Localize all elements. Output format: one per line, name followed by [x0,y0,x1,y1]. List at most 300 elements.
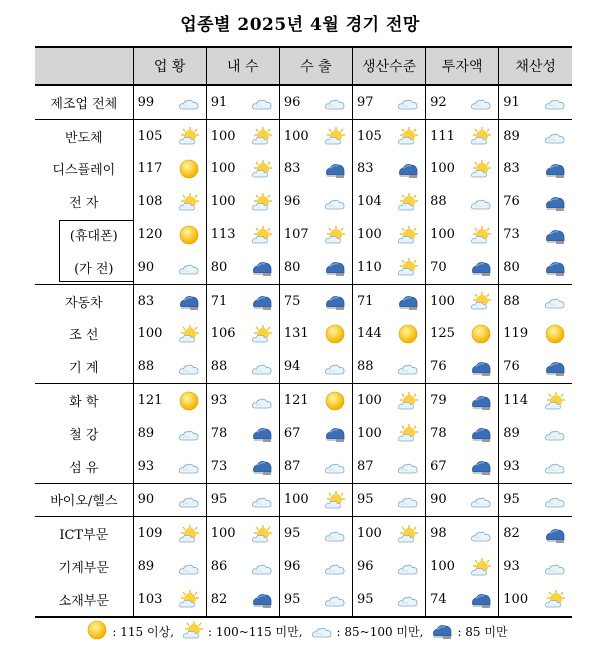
row-label-text: 조 선 [69,328,99,344]
index-value: 97 [357,94,374,110]
row-label-text: 기계부문 [58,561,109,577]
row-label [35,350,133,383]
value-cell [133,251,206,284]
partly-cloudy-icon [470,126,492,146]
legend-label: : 85~100 미만, [336,625,424,639]
table-row [35,284,572,317]
row-label-text: (휴대폰) [69,229,118,245]
index-value: 110 [357,259,382,275]
rain-cloud-icon [397,291,419,311]
cloudy-icon [251,357,273,377]
index-value: 91 [210,94,228,110]
partly-cloudy-icon [182,620,204,643]
index-value: 108 [137,194,163,210]
value-cell [426,153,499,186]
index-value: 74 [430,591,447,607]
index-value: 90 [430,492,447,508]
rain-cloud-icon [251,291,273,311]
index-value: 100 [357,526,382,542]
partly-cloudy-icon [397,524,419,544]
partly-cloudy-icon [470,557,492,577]
cloudy-icon [178,92,200,112]
index-value: 106 [210,326,236,342]
cloudy-icon [397,589,419,609]
index-value: 80 [210,259,228,275]
row-label [35,583,133,617]
index-value: 119 [503,326,529,342]
row-label [35,517,133,550]
cloudy-icon [397,92,419,112]
cloudy-icon [178,357,200,377]
value-cell [206,153,279,186]
value-cell [499,350,572,383]
rain-cloud-icon [544,159,566,179]
rain-cloud-icon [544,357,566,377]
value-cell [353,450,426,483]
row-label-text: 화 학 [69,395,99,411]
index-value: 104 [357,194,382,210]
partly-cloudy-icon [178,324,200,344]
index-value: 75 [283,293,301,309]
table-row [35,218,572,251]
value-cell [133,583,206,617]
value-cell [499,85,572,119]
table-row [35,450,572,483]
cloudy-icon [544,92,566,112]
sunny-icon [470,324,492,344]
rain-cloud-icon [544,225,566,245]
value-cell [279,284,352,317]
row-label-text: 바이오/헬스 [50,494,118,510]
index-value: 113 [210,227,236,243]
value-cell [133,119,206,152]
row-label-text: 기 계 [69,361,99,377]
value-cell [279,218,352,251]
header-cell: 생산수준 [353,47,426,85]
value-cell [206,483,279,517]
sunny-icon [178,225,200,245]
index-value: 67 [283,425,301,441]
index-value: 100 [430,161,455,177]
value-cell [353,318,426,351]
partly-cloudy-icon [470,159,492,179]
table-row [35,153,572,186]
value-cell [499,517,572,550]
row-label [35,284,133,317]
value-cell [279,417,352,450]
value-cell [426,417,499,450]
index-value: 100 [357,227,382,243]
cloudy-icon [311,620,333,643]
value-cell [426,450,499,483]
index-value: 90 [137,259,155,275]
index-value: 125 [430,326,455,342]
partly-cloudy-icon [397,192,419,212]
rain-cloud-icon [251,423,273,443]
index-value: 93 [503,458,520,474]
index-value: 100 [357,393,382,409]
value-cell [499,450,572,483]
rain-cloud-icon [251,456,273,476]
value-cell [426,251,499,284]
row-label [35,85,133,119]
value-cell [133,85,206,119]
rain-cloud-icon [470,357,492,377]
index-value: 76 [430,359,447,375]
sunny-icon [178,159,200,179]
partly-cloudy-icon [397,126,419,146]
value-cell [206,251,279,284]
index-value: 100 [283,128,309,144]
value-cell [426,384,499,417]
value-cell [353,384,426,417]
value-cell [133,153,206,186]
partly-cloudy-icon [251,126,273,146]
sunny-icon [397,324,419,344]
rain-cloud-icon [470,456,492,476]
sunny-icon [178,391,200,411]
row-label-text: 제조업 전체 [50,96,118,112]
rain-cloud-icon [251,257,273,277]
rain-cloud-icon [324,159,346,179]
partly-cloudy-icon [324,126,346,146]
value-cell [353,153,426,186]
value-cell [133,517,206,550]
value-cell [499,583,572,617]
index-value: 88 [357,359,374,375]
cloudy-icon [544,490,566,510]
index-value: 144 [357,326,382,342]
row-label [35,450,133,483]
row-label [35,218,133,251]
index-value: 79 [430,393,447,409]
value-cell [206,350,279,383]
value-cell [279,450,352,483]
row-label [35,153,133,186]
value-cell [426,185,499,218]
rain-cloud-icon [470,589,492,609]
partly-cloudy-icon [397,391,419,411]
table-row [35,417,572,450]
row-label-text: 디스플레이 [52,163,116,179]
table-row [35,384,572,417]
value-cell [133,384,206,417]
value-cell [133,350,206,383]
value-cell [133,284,206,317]
table-row [35,550,572,583]
cloudy-icon [544,456,566,476]
rain-cloud-icon [544,257,566,277]
page-title: 업종별 2025년 4월 경기 전망 [180,15,420,35]
index-value: 73 [503,227,520,243]
index-value: 117 [137,161,163,177]
rain-cloud-icon [544,192,566,212]
index-value: 78 [210,425,228,441]
value-cell [279,185,352,218]
table-row [35,119,572,152]
index-value: 100 [430,293,455,309]
cloudy-icon [178,557,200,577]
rain-cloud-icon [178,291,200,311]
index-value: 92 [430,94,447,110]
value-cell [499,185,572,218]
index-value: 103 [137,591,163,607]
value-cell [133,417,206,450]
partly-cloudy-icon [324,490,346,510]
value-cell [279,517,352,550]
value-cell [206,417,279,450]
value-cell [499,483,572,517]
cloudy-icon [544,557,566,577]
partly-cloudy-icon [397,225,419,245]
index-value: 88 [210,359,228,375]
value-cell [206,119,279,152]
index-value: 100 [357,425,382,441]
row-label-text: 전 자 [69,196,99,212]
index-value: 93 [137,458,155,474]
row-label-text: 자동차 [64,295,103,311]
index-value: 100 [210,128,236,144]
cloudy-icon [324,357,346,377]
value-cell [133,483,206,517]
cloudy-icon [324,589,346,609]
row-label [35,251,133,284]
index-value: 71 [357,293,374,309]
cloudy-icon [470,524,492,544]
index-value: 120 [137,227,163,243]
row-label [35,384,133,417]
legend-label: : 100~115 미만, [207,625,303,639]
value-cell [133,318,206,351]
index-value: 86 [210,559,228,575]
cloudy-icon [470,92,492,112]
index-value: 100 [137,326,163,342]
table-row [35,251,572,284]
cloudy-icon [397,357,419,377]
cloudy-icon [324,192,346,212]
rain-cloud-icon [324,291,346,311]
cloudy-icon [324,456,346,476]
table-row [35,483,572,517]
index-value: 95 [283,591,301,607]
rain-cloud-icon [324,423,346,443]
row-label [35,550,133,583]
value-cell [133,550,206,583]
index-value: 100 [430,559,455,575]
header-cell: 내 수 [206,47,279,85]
value-cell [426,284,499,317]
index-value: 100 [430,227,455,243]
table-row [35,318,572,351]
table-row [35,185,572,218]
index-value: 121 [283,393,309,409]
index-value: 89 [137,425,155,441]
index-value: 121 [137,393,163,409]
cloudy-icon [251,557,273,577]
value-cell [353,350,426,383]
index-value: 105 [357,128,382,144]
value-cell [426,119,499,152]
index-value: 93 [503,559,520,575]
index-value: 95 [503,492,520,508]
value-cell [353,85,426,119]
value-cell [353,417,426,450]
cloudy-icon [397,456,419,476]
index-value: 70 [430,259,447,275]
table-header-row [35,47,572,85]
value-cell [206,318,279,351]
index-value: 87 [283,458,301,474]
value-cell [499,384,572,417]
index-value: 76 [503,194,520,210]
index-value: 67 [430,458,447,474]
cloudy-icon [324,92,346,112]
cloudy-icon [251,490,273,510]
rain-cloud-icon [324,257,346,277]
row-label-text: 소재부문 [58,593,109,609]
value-cell [206,284,279,317]
value-cell [499,218,572,251]
value-cell [353,583,426,617]
header-cell: 수 출 [279,47,352,85]
index-value: 88 [430,194,447,210]
index-value: 83 [283,161,301,177]
value-cell [353,218,426,251]
header-cell: 채산성 [499,47,572,85]
value-cell [279,85,352,119]
header-cell: 업 황 [133,47,206,85]
index-value: 88 [503,293,520,309]
header-cell: 투자액 [426,47,499,85]
cloudy-icon [470,490,492,510]
cloudy-icon [470,192,492,212]
index-value: 98 [430,526,447,542]
cloudy-icon [178,257,200,277]
value-cell [426,350,499,383]
value-cell [353,185,426,218]
partly-cloudy-icon [251,324,273,344]
cloudy-icon [324,557,346,577]
value-cell [279,119,352,152]
partly-cloudy-icon [251,192,273,212]
value-cell [426,483,499,517]
index-value: 83 [137,293,155,309]
rain-cloud-icon [397,159,419,179]
table-row [35,517,572,550]
partly-cloudy-icon [397,423,419,443]
index-value: 89 [137,559,155,575]
index-value: 96 [283,559,301,575]
value-cell [499,550,572,583]
cloudy-icon [251,92,273,112]
partly-cloudy-icon [470,291,492,311]
value-cell [279,583,352,617]
partly-cloudy-icon [178,126,200,146]
index-value: 93 [210,393,228,409]
value-cell [279,318,352,351]
row-label-text: 철 강 [69,427,99,443]
value-cell [426,550,499,583]
value-cell [206,218,279,251]
index-value: 131 [283,326,309,342]
index-value: 80 [503,259,520,275]
cloudy-icon [324,524,346,544]
value-cell [499,318,572,351]
index-value: 87 [357,458,374,474]
cloudy-icon [544,423,566,443]
cloudy-icon [397,557,419,577]
index-value: 83 [357,161,374,177]
value-cell [353,119,426,152]
index-value: 82 [210,591,228,607]
index-value: 99 [137,94,155,110]
value-cell [499,417,572,450]
partly-cloudy-icon [251,524,273,544]
partly-cloudy-icon [470,225,492,245]
value-cell [133,450,206,483]
value-cell [353,483,426,517]
value-cell [133,218,206,251]
value-cell [133,185,206,218]
index-value: 73 [210,458,228,474]
index-value: 100 [210,194,236,210]
value-cell [426,517,499,550]
sunny-icon [324,324,346,344]
index-value: 88 [137,359,155,375]
value-cell [426,85,499,119]
index-value: 83 [503,161,520,177]
legend-label: : 85 미만 [457,625,508,639]
index-value: 89 [503,128,520,144]
cloudy-icon [544,126,566,146]
index-value: 90 [137,492,155,508]
header-corner [35,47,133,85]
index-value: 71 [210,293,228,309]
index-value: 95 [210,492,228,508]
index-value: 95 [357,591,374,607]
partly-cloudy-icon [251,225,273,245]
forecast-table [35,46,572,618]
partly-cloudy-icon [178,192,200,212]
value-cell [499,153,572,186]
value-cell [206,583,279,617]
index-value: 96 [283,194,301,210]
partly-cloudy-icon [178,524,200,544]
value-cell [206,185,279,218]
value-cell [206,450,279,483]
index-value: 109 [137,526,163,542]
value-cell [499,284,572,317]
legend [0,620,600,643]
row-label-text: (가 전) [74,261,114,277]
partly-cloudy-icon [251,159,273,179]
index-value: 105 [137,128,163,144]
value-cell [279,550,352,583]
value-cell [353,251,426,284]
index-value: 114 [503,393,529,409]
row-label-text: ICT부문 [59,528,109,544]
index-value: 95 [357,492,374,508]
value-cell [279,153,352,186]
index-value: 78 [430,425,447,441]
value-cell [279,251,352,284]
row-label [35,318,133,351]
legend-label: : 115 이상, [112,625,174,639]
value-cell [279,483,352,517]
index-value: 96 [283,94,301,110]
partly-cloudy-icon [178,589,200,609]
value-cell [279,384,352,417]
